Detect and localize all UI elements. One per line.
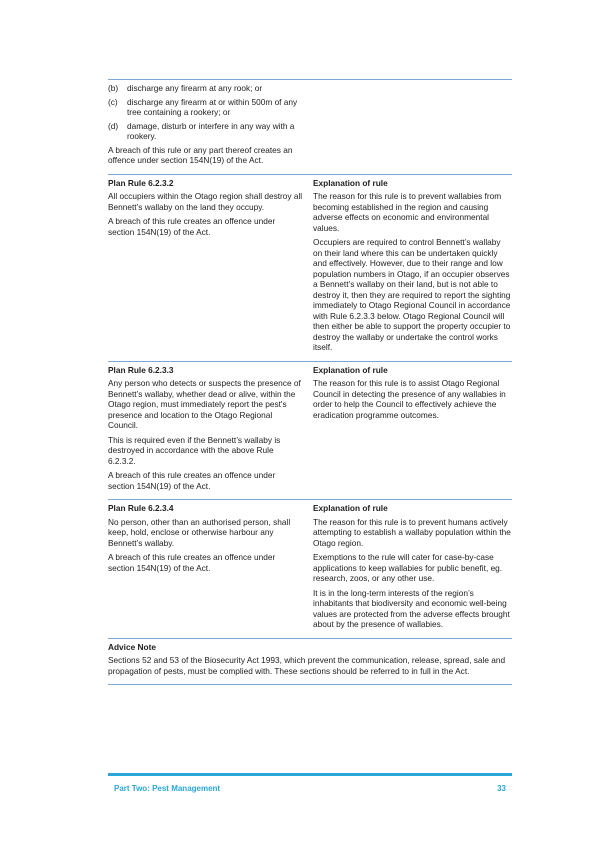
explanation-heading: Explanation of rule <box>313 364 388 375</box>
breach-text: A breach of this rule or any part thereof creates an offence under section 154N(19) of the Act. <box>108 144 293 165</box>
explanation-column <box>309 365 512 496</box>
section-rule-6-2-3-4 <box>108 500 512 639</box>
explanation-paragraph: Exemptions to the rule will cater for case-by-case applications to keep wallabies for public benefit, eg. research, zoos, or any other use. <box>313 552 503 583</box>
list-item <box>108 121 303 142</box>
footer-section-title: Part Two: Pest Management <box>114 784 221 793</box>
explanation-heading: Explanation of rule <box>313 177 388 188</box>
advice-text: Sections 52 and 53 of the Biosecurity Act 1993, which prevent the communication, release, spread, sale and propagation of pests, must be complied with. These sections should be referred to in full in the Act. <box>108 655 506 676</box>
empty-column <box>309 83 512 170</box>
section-rule-6-2-3-3 <box>108 362 512 501</box>
rule-column <box>108 365 309 496</box>
rule-paragraph: All occupiers within the Otago region shall destroy all Bennett’s wallaby on the land they occupy. <box>108 191 303 212</box>
page-number: 33 <box>497 784 506 793</box>
section-advice-note <box>108 639 512 686</box>
explanation-paragraph: The reason for this rule is to prevent wallabies from becoming established in the region and causing adverse effects on economic and environmental values. <box>313 191 502 233</box>
section-previous-rule <box>108 80 512 175</box>
rule-paragraph: This is required even if the Bennett’s wallaby is destroyed in accordance with the above Rule 6.2.3.2. <box>108 434 281 466</box>
explanation-paragraph: It is in the long-term interests of the region’s inhabitants that biodiversity and economic well-being values are protected from the adverse effects brought about by the presence of wallabies. <box>313 587 510 629</box>
explanation-column <box>309 178 512 357</box>
advice-heading: Advice Note <box>108 641 156 652</box>
section-rule-6-2-3-2 <box>108 175 512 362</box>
rule-heading: Plan Rule 6.2.3.4 <box>108 503 174 513</box>
rule-paragraph: A breach of this rule creates an offence under section 154N(19) of the Act. <box>108 470 276 491</box>
list-marker: (d) <box>108 120 119 131</box>
previous-rule-column <box>108 83 309 170</box>
rule-paragraph: A breach of this rule creates an offence under section 154N(19) of the Act. <box>108 216 276 237</box>
explanation-column <box>309 503 512 634</box>
rules-table <box>108 79 512 685</box>
explanation-paragraph: The reason for this rule is to prevent humans actively attempting to establish a wallaby population within the Otago region. <box>313 516 511 548</box>
list-item <box>108 83 303 94</box>
list-marker: (b) <box>108 83 119 93</box>
advice-column <box>108 642 512 681</box>
rule-heading: Plan Rule 6.2.3.3 <box>108 364 174 375</box>
explanation-heading: Explanation of rule <box>313 503 388 513</box>
list-text: discharge any firearm at or within 500m of any tree containing a rookery; or <box>127 96 298 117</box>
footer-rule <box>108 773 512 776</box>
rule-column <box>108 503 309 634</box>
rule-heading: Plan Rule 6.2.3.2 <box>108 177 174 188</box>
list-text: damage, disturb or interfere in any way with a rookery. <box>127 120 295 141</box>
rule-paragraph: No person, other than an authorised person, shall keep, hold, enclose or otherwise harbour any Bennett’s wallaby. <box>108 516 291 548</box>
list-text: discharge any firearm at any rook; or <box>127 83 263 93</box>
rule-paragraph: A breach of this rule creates an offence under section 154N(19) of the Act. <box>108 552 276 573</box>
list-marker: (c) <box>108 96 118 107</box>
explanation-paragraph: Occupiers are required to control Bennett’s wallaby on their land where this can be undertaken quickly and effectively. However, due to their range and low population numbers in Otago, if an occupier observes a Bennett’s wallaby on their land, but is not able to destroy it, then they are required to report the sighting immediately to Otago Regional Council in accordance with Rule 6.2.3.3 below. Otago Regional Council will then either be able to support the property occupier to destroy the wallaby or undertake the control works itself. <box>313 237 511 352</box>
rule-column <box>108 178 309 357</box>
list-item <box>108 97 303 118</box>
explanation-paragraph: The reason for this rule is to assist Otago Regional Council in detecting the presence of any wallabies in order to help the Council to effectively achieve the eradication programme outcomes. <box>313 378 506 420</box>
rule-paragraph: Any person who detects or suspects the presence of Bennett’s wallaby, whether dead or alive, within the Otago region, must immediately report the pest's presence and location to the Otago Regional Council. <box>108 378 301 430</box>
